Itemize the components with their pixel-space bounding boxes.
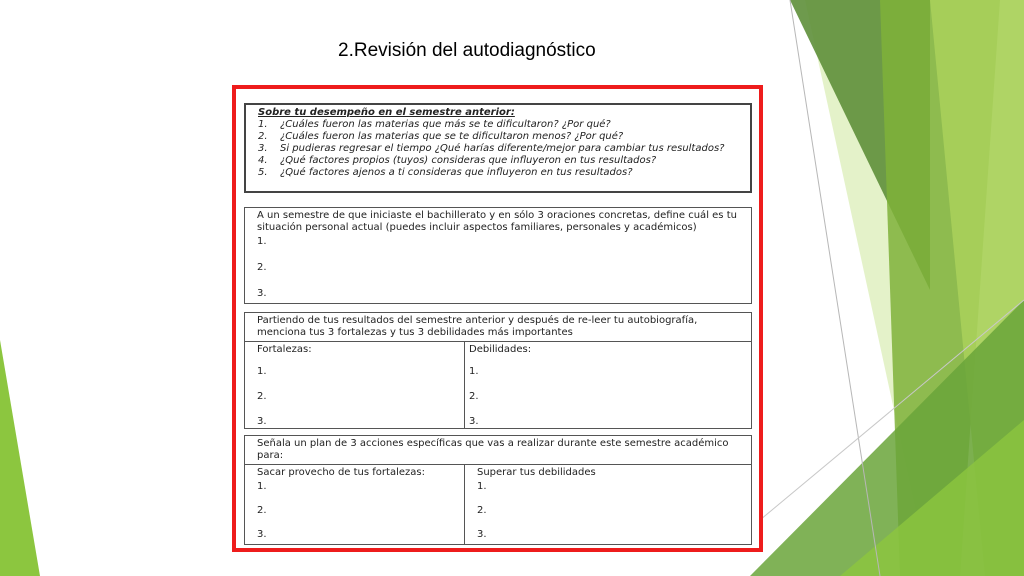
answer-line: 1. (257, 236, 267, 247)
question-text: ¿Qué factores ajenos a ti consideras que influyeron en tus resultados? (280, 167, 633, 178)
question-item (258, 167, 750, 179)
section-strengths-weaknesses (244, 312, 752, 429)
question-text: ¿Qué factores propios (tuyos) consideras que influyeron en tus resultados? (280, 155, 657, 166)
section3-prompt: Partiendo de tus resultados del semestre anterior y después de re-leer tu autobiografía, menciona tus 3 fortalezas y tus 3 debilidades más importantes (257, 315, 698, 338)
question-text: ¿Cuáles fueron las materias que más se te dificultaron? ¿Por qué? (280, 119, 611, 130)
strengths-weaknesses-table (245, 341, 751, 428)
action-item: 1. (257, 481, 267, 492)
answer-line: 3. (257, 288, 267, 299)
question-text: Si pudieras regresar el tiempo ¿Qué harías diferente/mejor para cambiar tus resultados? (280, 143, 725, 154)
section-action-plan (244, 435, 752, 545)
action-item: 3. (257, 529, 267, 540)
action-item: 2. (477, 505, 487, 516)
section4-prompt: Señala un plan de 3 acciones específicas que vas a realizar durante este semestre académico para: (257, 438, 729, 461)
strength-item: 1. (257, 366, 267, 377)
answer-line: 2. (257, 262, 267, 273)
weakness-item: 2. (469, 391, 479, 402)
question-item (258, 143, 750, 155)
overcome-weaknesses-header: Superar tus debilidades (477, 467, 596, 478)
strengths-header: Fortalezas: (257, 344, 312, 355)
question-number: 3. (258, 143, 268, 154)
weakness-item: 3. (469, 416, 479, 427)
question-number: 2. (258, 131, 268, 142)
action-item: 1. (477, 481, 487, 492)
action-item: 3. (477, 529, 487, 540)
question-number: 5. (258, 167, 268, 178)
strength-item: 3. (257, 416, 267, 427)
weaknesses-header: Debilidades: (469, 344, 532, 355)
section1-heading: Sobre tu desempeño en el semestre anterior: (258, 107, 515, 118)
slide-title: 2.Revisión del autodiagnóstico (338, 40, 596, 61)
questionnaire-form (236, 89, 759, 548)
weaknesses-column (465, 342, 751, 428)
question-item (258, 131, 750, 143)
weakness-item: 1. (469, 366, 479, 377)
section2-prompt: A un semestre de que iniciaste el bachillerato y en sólo 3 oraciones concretas, define cuál es tu situación personal actual (puedes incluir aspectos familiares, personales y académicos) (257, 210, 737, 233)
leverage-strengths-column (245, 465, 465, 544)
question-number: 4. (258, 155, 268, 166)
left-green-stripe (0, 340, 40, 576)
section-previous-semester (244, 103, 752, 193)
form-image-frame (232, 85, 763, 552)
question-text: ¿Cuáles fueron las materias que se te dificultaron menos? ¿Por qué? (280, 131, 624, 142)
overcome-weaknesses-column (465, 465, 751, 544)
question-number: 1. (258, 119, 268, 130)
action-plan-table (245, 464, 751, 544)
section-personal-situation (244, 207, 752, 304)
question-item (258, 155, 750, 167)
strength-item: 2. (257, 391, 267, 402)
action-item: 2. (257, 505, 267, 516)
strengths-column (245, 342, 465, 428)
question-item (258, 119, 750, 131)
leverage-strengths-header: Sacar provecho de tus fortalezas: (257, 467, 425, 478)
